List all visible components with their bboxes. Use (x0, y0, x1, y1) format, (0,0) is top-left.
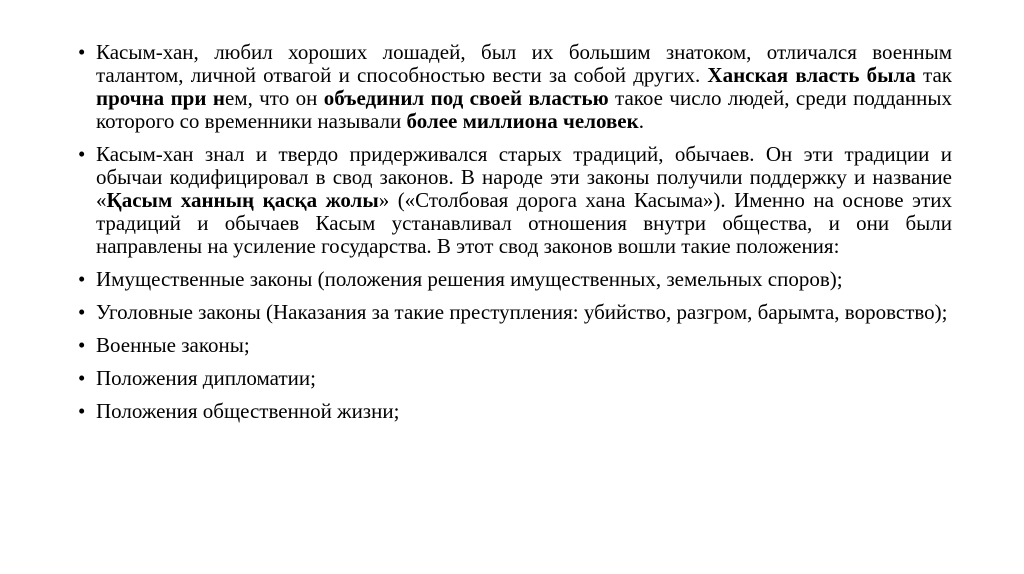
bullet-item (78, 268, 952, 291)
bullet-item (78, 301, 952, 324)
bullet-text: Уголовные законы (Наказания за такие преступления: убийство, разгром, барымта, воровство); (96, 300, 948, 324)
bullet-marker: • (78, 399, 86, 423)
bullet-marker: • (78, 300, 86, 324)
bullet-item (78, 334, 952, 357)
bullet-text: Положения общественной жизни; (96, 399, 400, 423)
bullet-item (78, 400, 952, 423)
bullet-text: Касым-хан знал и твердо придерживался старых традиций, обычаев. Он эти традиции и обычаи кодифицировал в свод законов. В народе эти законы получили поддержку и название «Қасым ханның қасқа жолы» («Столбовая дорога хана Касыма»). Именно на основе этих традиций и обычаев Касым устанавливал отношения внутри общества, и они были направлены на усиление государства. В этот свод законов вошли такие положения: (96, 142, 952, 258)
bullet-item (78, 143, 952, 258)
bullet-text: Положения дипломатии; (96, 366, 316, 390)
bullet-marker: • (78, 366, 86, 390)
bullet-text: Имущественные законы (положения решения имущественных, земельных споров); (96, 267, 843, 291)
bullet-item (78, 41, 952, 133)
bullet-marker: • (78, 333, 86, 357)
bullet-item (78, 367, 952, 390)
bullet-text: Касым-хан, любил хороших лошадей, был их большим знатоком, отличался военным талантом, личной отвагой и способностью вести за собой других. Ханская власть была так прочна при нем, что он объединил под своей властью такое число людей, среди подданных которого со временники называли более миллиона человек. (96, 40, 952, 133)
bullet-marker: • (78, 142, 86, 166)
bullet-text: Военные законы; (96, 333, 250, 357)
bullet-marker: • (78, 40, 86, 64)
bullet-marker: • (78, 267, 86, 291)
